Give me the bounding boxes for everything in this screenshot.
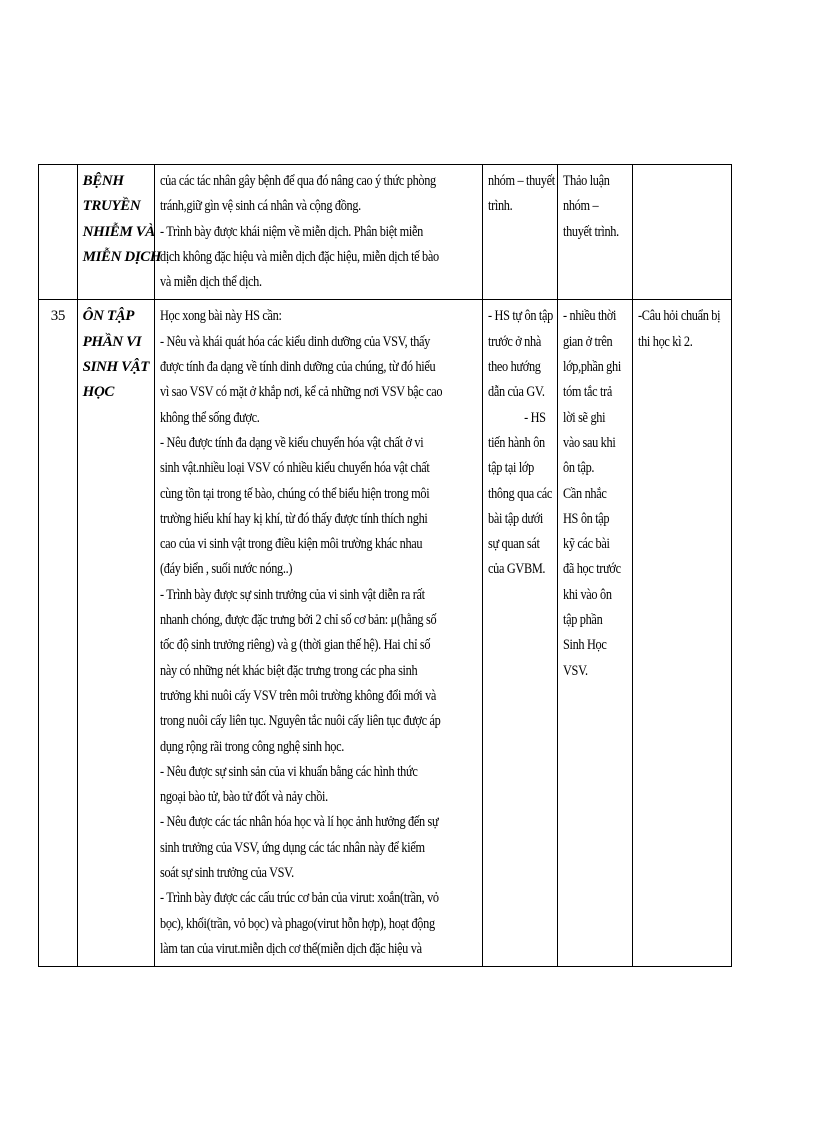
content-line: được tính đa dạng về tính dinh dưỡng của chúng, từ đó hiểu: [160, 359, 436, 376]
method-line: bài tập dưới: [487, 510, 543, 527]
content-line: nhanh chóng, được đặc trưng bởi 2 chỉ số cơ bản: μ(hằng số: [160, 612, 437, 629]
method-line: trước ở nhà: [487, 333, 541, 350]
lesson-title-line: ÔN TẬP: [82, 308, 135, 325]
lesson-title-line: SINH VẬT: [82, 359, 150, 376]
prep-line: -Câu hỏi chuẩn bị: [638, 308, 721, 325]
student-activity-cell: [557, 300, 632, 967]
preparation-cell: [633, 300, 732, 967]
content-line: tránh,giữ gìn vệ sinh cá nhân và cộng đồng.: [160, 198, 361, 215]
content-line: vì sao VSV có mặt ở khắp nơi, kể cả những nơi VSV bậc cao: [160, 384, 443, 401]
method-line: trình.: [487, 198, 513, 215]
lesson-plan-table: [38, 164, 732, 967]
student-line: Sinh Học: [562, 637, 607, 654]
lesson-content-cell: [155, 165, 483, 300]
lesson-title-cell: [77, 300, 154, 967]
content-line: này có những nét khác biệt đặc trưng trong các pha sinh: [160, 662, 418, 679]
lesson-title-line: NHIỄM VÀ: [82, 223, 155, 240]
student-line: lớp,phần ghi: [562, 359, 621, 376]
content-line: bọc), khối(trần, vỏ bọc) và phago(virut hỗn hợp), hoạt động: [160, 915, 435, 932]
method-line: thông qua các: [487, 485, 552, 502]
student-activity-cell: [557, 165, 632, 300]
content-line: làm tan của virut.miễn dịch cơ thể(miễn dịch đặc hiệu và: [160, 940, 422, 957]
content-line: sinh trưởng của VSV, ứng dụng các tác nhân này để kiểm: [160, 839, 425, 856]
student-line: VSV.: [562, 662, 588, 679]
table-row: [39, 300, 732, 967]
lesson-title-line: MIỄN DỊCH: [82, 248, 162, 265]
content-line: - Nêu được các tác nhân hóa học và lí học ảnh hưởng đến sự: [160, 814, 439, 831]
lesson-number-cell: [39, 300, 78, 967]
content-line: - Trình bày được khái niệm về miễn dịch. Phân biệt miễn: [160, 223, 423, 240]
student-line: gian ở trên: [562, 333, 613, 350]
lesson-title-line: HỌC: [82, 384, 114, 401]
student-line: Cần nhắc: [562, 485, 607, 502]
content-line: - Nêu được sự sinh sản của vi khuẩn bằng các hình thức: [160, 763, 418, 780]
student-line: kỹ các bài: [562, 536, 610, 553]
content-line: - Nêu và khái quát hóa các kiểu dinh dưỡng của VSV, thấy: [160, 333, 431, 350]
content-line: ngoại bào tử, bào tử đốt và nảy chồi.: [160, 789, 328, 806]
method-line: - HS: [523, 409, 546, 426]
method-line: của GVBM.: [487, 561, 545, 578]
content-line: tốc độ sinh trưởng riêng) và g (thời gian thế hệ). Hai chỉ số: [160, 637, 431, 654]
content-line: soát sự sinh trưởng của VSV.: [160, 865, 294, 882]
student-line: ôn tập.: [562, 460, 595, 477]
teaching-method-cell: [482, 300, 557, 967]
lesson-number: 35: [50, 308, 65, 325]
content-line: không thể sống được.: [160, 409, 260, 426]
student-line: vào sau khi: [562, 434, 616, 451]
student-line: lời sẽ ghi: [562, 409, 606, 426]
method-line: - HS tự ôn tập: [487, 308, 553, 325]
prep-line: thi học kì 2.: [638, 333, 693, 350]
content-line: cùng tồn tại trong tế bào, chúng có thể biểu hiện trong môi: [160, 485, 430, 502]
student-line: HS ôn tập: [562, 510, 610, 527]
content-line: trưởng khi nuôi cấy VSV trên môi trường không đổi mới và: [160, 687, 437, 704]
content-line: cao của vi sinh vật trong điều kiện môi trường khác nhau: [160, 536, 423, 553]
student-line: đã học trước: [562, 561, 621, 578]
content-line: - Trình bày được sự sinh trưởng của vi sinh vật diễn ra rất: [160, 586, 425, 603]
student-line: nhóm –: [562, 198, 599, 215]
lesson-title-line: BỆNH: [82, 173, 124, 189]
method-line: sự quan sát: [487, 536, 540, 553]
method-line: tiến hành ôn: [487, 434, 545, 451]
method-line: theo hướng: [487, 359, 541, 376]
method-line: nhóm – thuyết: [487, 173, 555, 189]
student-line: tóm tắc trả: [562, 384, 612, 401]
content-line: - Nêu được tính đa dạng về kiểu chuyển hóa vật chất ở vi: [160, 434, 424, 451]
teaching-method-cell: [482, 165, 557, 300]
content-line: trường hiếu khí hay kị khí, từ đó thấy được tính thích nghi: [160, 510, 428, 527]
content-line: - Trình bày được các cấu trúc cơ bản của virut: xoắn(trần, vỏ: [160, 890, 439, 907]
content-line: sinh vật.nhiều loại VSV có nhiều kiểu chuyển hóa vật chất: [160, 460, 430, 477]
method-line: tập tại lớp: [487, 460, 534, 477]
content-line: (đáy biển , suối nước nóng..): [160, 561, 293, 578]
content-line: trong nuôi cấy liên tục. Nguyên tắc nuôi cấy liên tục được áp: [160, 713, 441, 730]
content-line: dịch không đặc hiệu và miễn dịch đặc hiệu, miễn dịch tế bào: [160, 248, 439, 265]
content-line: dụng rộng rãi trong công nghệ sinh học.: [160, 738, 344, 755]
content-line: và miễn dịch thể dịch.: [160, 274, 262, 291]
student-line: khi vào ôn: [562, 586, 612, 603]
preparation-cell: [633, 165, 732, 300]
method-line: dẫn của GV.: [487, 384, 545, 401]
student-line: - nhiều thời: [562, 308, 617, 325]
student-line: thuyết trình.: [562, 223, 619, 240]
table-row: [39, 165, 732, 300]
lesson-title-line: PHẦN VI: [82, 333, 142, 350]
lesson-content-cell: [155, 300, 483, 967]
lesson-title-line: TRUYỀN: [82, 198, 141, 215]
content-line: của các tác nhân gây bệnh để qua đó nâng cao ý thức phòng: [160, 173, 436, 189]
content-line: Học xong bài này HS cần:: [160, 308, 282, 325]
student-line: Thảo luận: [562, 173, 610, 189]
lesson-title-cell: [77, 165, 162, 300]
lesson-number-cell: [39, 165, 78, 300]
student-line: tập phần: [562, 612, 603, 629]
